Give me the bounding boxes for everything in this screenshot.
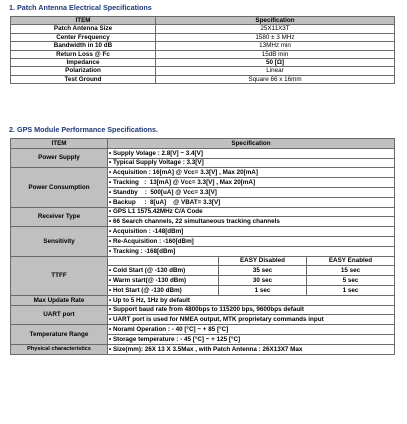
header-specification: Specification: [108, 139, 395, 149]
power-consumption-label: Power Consumption: [11, 168, 108, 207]
ttff-enabled-value: 1 sec: [307, 285, 395, 295]
row-item: Test Ground: [11, 75, 156, 83]
row-spec: 13MHz min: [156, 42, 395, 50]
power-consumption-line: • Backup : 8[uA] @ VBAT= 3.3[V]: [108, 197, 395, 207]
header-specification: Specification: [156, 17, 395, 25]
receiver-type-line: • GPS L1 1575.42MHz C/A Code: [108, 207, 395, 217]
uart-port-label: UART port: [11, 305, 108, 325]
temperature-range-line: • Storage temperature : - 45 [°C] ~ + 125 [°C]: [108, 334, 395, 344]
gps-module-spec-table: [10, 138, 395, 355]
physical-characteristics-row: [11, 344, 395, 354]
power-consumption-line: • Tracking : 13[mA] @ Vcc= 3.3[V] , Max 20[mA]: [108, 178, 395, 188]
power-consumption-line: • Standby : 500[uA] @ Vcc= 3.3[V]: [108, 187, 395, 197]
row-item: Patch Antenna Size: [11, 25, 156, 33]
ttff-disabled-value: 30 sec: [219, 276, 307, 286]
uart-port-line: • UART port is used for NMEA output, MTK proprietary commands input: [108, 315, 395, 325]
row-spec: 15dB min: [156, 50, 395, 58]
receiver-type-line: • 66 Search channels, 22 simultaneous tracking channels: [108, 217, 395, 227]
table-header-row: [11, 17, 395, 25]
ttff-mode: • Cold Start (@ -130 dBm): [108, 266, 219, 276]
sensitivity-line: • Re-Acquisition : -160[dBm]: [108, 236, 395, 246]
row-item: Bandwidth in 10 dB: [11, 42, 156, 50]
power-consumption-row: [11, 168, 395, 178]
row-item: Return Loss @ Fc: [11, 50, 156, 58]
sensitivity-line: • Acquisition : -148[dBm]: [108, 227, 395, 237]
ttff-mode: • Warm start(@ -130 dBm): [108, 276, 219, 286]
uart-port-row: [11, 305, 395, 315]
max-update-rate-value: • Up to 5 Hz, 1Hz by default: [108, 295, 395, 305]
table-row: [11, 75, 395, 83]
ttff-disabled-value: 1 sec: [219, 285, 307, 295]
row-spec: 25X11X3T: [156, 25, 395, 33]
temperature-range-row: [11, 325, 395, 335]
ttff-label: TTFF: [11, 256, 108, 295]
row-item: Impedance: [11, 58, 156, 66]
row-spec: 50 [Ω]: [156, 58, 395, 66]
power-consumption-line: • Acquisition : 16[mA] @ Vcc= 3.3[V] , Max 20[mA]: [108, 168, 395, 178]
header-item: ITEM: [11, 139, 108, 149]
physical-characteristics-value: • Size(mm): 26X 13 X 3.5Max , with Patch Antenna : 26X13X7 Max: [108, 344, 395, 354]
table-row: [11, 67, 395, 75]
max-update-rate-label: Max Update Rate: [11, 295, 108, 305]
power-supply-row: [11, 148, 395, 158]
section2-title: 2. GPS Module Performance Specifications.: [9, 125, 158, 134]
sensitivity-label: Sensitivity: [11, 227, 108, 256]
uart-port-line: • Support baud rate from 4800bps to 115200 bps, 9600bps default: [108, 305, 395, 315]
ttff-disabled-value: 35 sec: [219, 266, 307, 276]
ttff-disabled-header: EASY Disabled: [219, 256, 307, 266]
table-row: [11, 25, 395, 33]
ttff-mode: • Hot Start (@ -130 dBm): [108, 285, 219, 295]
table-row: [11, 42, 395, 50]
section1-title: 1. Patch Antenna Electrical Specifications: [9, 3, 152, 12]
receiver-type-label: Receiver Type: [11, 207, 108, 227]
max-update-rate-row: [11, 295, 395, 305]
ttff-enabled-value: 15 sec: [307, 266, 395, 276]
ttff-header-row: [11, 256, 395, 266]
ttff-mode-header: [108, 256, 219, 266]
physical-characteristics-label: Physical characteristics: [11, 344, 108, 354]
row-spec: Square 66 x 16mm: [156, 75, 395, 83]
header-item: ITEM: [11, 17, 156, 25]
table-row: [11, 58, 395, 66]
row-item: Center Frequency: [11, 33, 156, 41]
table-header-row: [11, 139, 395, 149]
table-row: [11, 33, 395, 41]
power-supply-label: Power Supply: [11, 148, 108, 168]
row-spec: Linear: [156, 67, 395, 75]
ttff-enabled-value: 5 sec: [307, 276, 395, 286]
power-supply-line: • Typical Supply Voltage : 3.3[V]: [108, 158, 395, 168]
receiver-type-row: [11, 207, 395, 217]
sensitivity-row: [11, 227, 395, 237]
temperature-range-label: Temperature Range: [11, 325, 108, 345]
power-supply-line: • Supply Volage : 2.8[V] ~ 3.4[V]: [108, 148, 395, 158]
temperature-range-line: • Noraml Operation : - 40 [°C] ~ + 85 [°C]: [108, 325, 395, 335]
ttff-enabled-header: EASY Enabled: [307, 256, 395, 266]
row-spec: 1580 ± 3 MHz: [156, 33, 395, 41]
sensitivity-line: • Tracking : -168[dBm]: [108, 246, 395, 256]
antenna-spec-table: [10, 16, 395, 84]
table-row: [11, 50, 395, 58]
row-item: Polarization: [11, 67, 156, 75]
